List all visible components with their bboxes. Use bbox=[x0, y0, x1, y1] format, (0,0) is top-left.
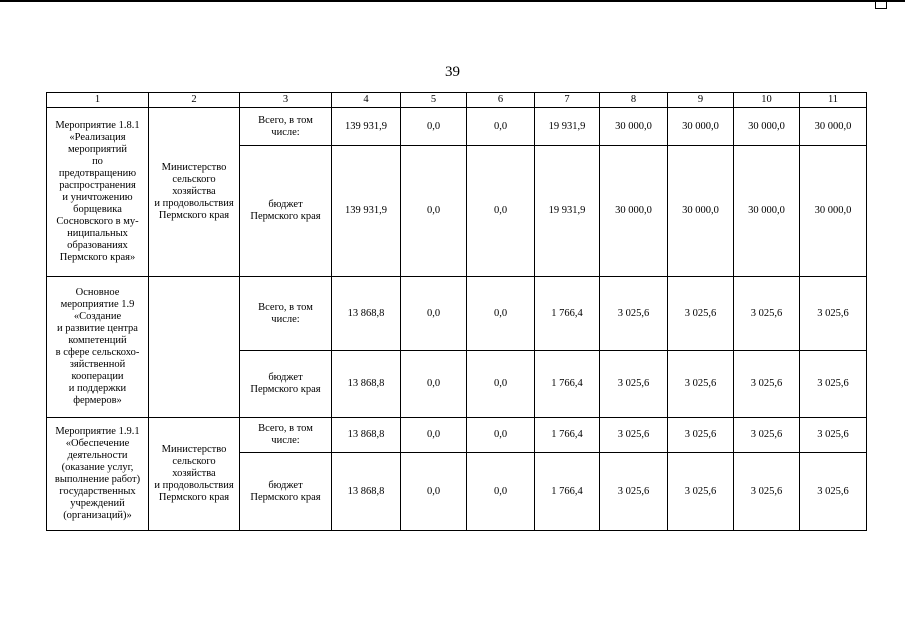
header-cell: 1 bbox=[47, 93, 149, 108]
value-cell: 1 766,4 bbox=[535, 351, 600, 418]
header-cell: 6 bbox=[467, 93, 535, 108]
value-cell: 30 000,0 bbox=[800, 146, 867, 277]
header-cell: 5 bbox=[401, 93, 467, 108]
value-cell: 3 025,6 bbox=[600, 277, 668, 351]
executor-cell bbox=[149, 277, 240, 418]
value-cell: 0,0 bbox=[467, 108, 535, 146]
activity-name-cell: Мероприятие 1.8.1 «Реализация мероприятий по предотвращению распространения и уничтожению борщевика Сосновского в му- ниципальных образованиях Пермского края» bbox=[47, 108, 149, 277]
value-cell: 3 025,6 bbox=[600, 351, 668, 418]
funding-source-cell: Всего, в том числе: bbox=[240, 277, 332, 351]
value-cell: 30 000,0 bbox=[668, 108, 734, 146]
value-cell: 3 025,6 bbox=[734, 418, 800, 453]
top-corner-mark bbox=[875, 2, 887, 9]
value-cell: 0,0 bbox=[467, 146, 535, 277]
value-cell: 3 025,6 bbox=[600, 418, 668, 453]
header-cell: 4 bbox=[332, 93, 401, 108]
top-border-line bbox=[0, 0, 905, 2]
value-cell: 3 025,6 bbox=[800, 277, 867, 351]
activity-name-cell: Основное мероприятие 1.9 «Создание и развитие центра компетенций в сфере сельскохо- зяйственной кооперации и поддержки фермеров» bbox=[47, 277, 149, 418]
value-cell: 0,0 bbox=[467, 453, 535, 531]
header-cell: 11 bbox=[800, 93, 867, 108]
activity-name-cell: Мероприятие 1.9.1 «Обеспечение деятельности (оказание услуг, выполнение работ) государственных учреждений (организаций)» bbox=[47, 418, 149, 531]
value-cell: 3 025,6 bbox=[800, 418, 867, 453]
value-cell: 3 025,6 bbox=[668, 418, 734, 453]
table-row bbox=[47, 108, 867, 146]
value-cell: 13 868,8 bbox=[332, 418, 401, 453]
table-row bbox=[47, 418, 867, 453]
funding-source-cell: бюджет Пермского края bbox=[240, 146, 332, 277]
value-cell: 13 868,8 bbox=[332, 453, 401, 531]
value-cell: 0,0 bbox=[401, 146, 467, 277]
table-row bbox=[47, 277, 867, 351]
page-number: 39 bbox=[445, 64, 460, 80]
value-cell: 3 025,6 bbox=[668, 277, 734, 351]
value-cell: 1 766,4 bbox=[535, 418, 600, 453]
value-cell: 13 868,8 bbox=[332, 351, 401, 418]
value-cell: 0,0 bbox=[401, 453, 467, 531]
value-cell: 3 025,6 bbox=[668, 453, 734, 531]
value-cell: 30 000,0 bbox=[668, 146, 734, 277]
header-row bbox=[47, 93, 867, 108]
header-cell: 9 bbox=[668, 93, 734, 108]
value-cell: 0,0 bbox=[401, 277, 467, 351]
value-cell: 3 025,6 bbox=[600, 453, 668, 531]
value-cell: 1 766,4 bbox=[535, 453, 600, 531]
funding-source-cell: бюджет Пермского края bbox=[240, 453, 332, 531]
value-cell: 3 025,6 bbox=[734, 277, 800, 351]
value-cell: 30 000,0 bbox=[734, 146, 800, 277]
value-cell: 139 931,9 bbox=[332, 108, 401, 146]
value-cell: 19 931,9 bbox=[535, 108, 600, 146]
value-cell: 1 766,4 bbox=[535, 277, 600, 351]
value-cell: 0,0 bbox=[401, 351, 467, 418]
value-cell: 3 025,6 bbox=[668, 351, 734, 418]
value-cell: 19 931,9 bbox=[535, 146, 600, 277]
header-cell: 8 bbox=[600, 93, 668, 108]
value-cell: 0,0 bbox=[401, 108, 467, 146]
value-cell: 3 025,6 bbox=[734, 351, 800, 418]
value-cell: 13 868,8 bbox=[332, 277, 401, 351]
funding-source-cell: Всего, в том числе: bbox=[240, 108, 332, 146]
value-cell: 30 000,0 bbox=[800, 108, 867, 146]
value-cell: 30 000,0 bbox=[734, 108, 800, 146]
budget-table bbox=[46, 92, 867, 531]
executor-cell: Министерство сельского хозяйства и продовольствия Пермского края bbox=[149, 418, 240, 531]
header-cell: 7 bbox=[535, 93, 600, 108]
value-cell: 0,0 bbox=[467, 277, 535, 351]
value-cell: 3 025,6 bbox=[800, 351, 867, 418]
header-cell: 3 bbox=[240, 93, 332, 108]
executor-cell: Министерство сельского хозяйства и продовольствия Пермского края bbox=[149, 108, 240, 277]
value-cell: 30 000,0 bbox=[600, 146, 668, 277]
header-cell: 2 bbox=[149, 93, 240, 108]
value-cell: 0,0 bbox=[467, 351, 535, 418]
value-cell: 139 931,9 bbox=[332, 146, 401, 277]
funding-source-cell: бюджет Пермского края bbox=[240, 351, 332, 418]
value-cell: 30 000,0 bbox=[600, 108, 668, 146]
funding-source-cell: Всего, в том числе: bbox=[240, 418, 332, 453]
header-cell: 10 bbox=[734, 93, 800, 108]
value-cell: 0,0 bbox=[401, 418, 467, 453]
value-cell: 3 025,6 bbox=[800, 453, 867, 531]
value-cell: 3 025,6 bbox=[734, 453, 800, 531]
value-cell: 0,0 bbox=[467, 418, 535, 453]
